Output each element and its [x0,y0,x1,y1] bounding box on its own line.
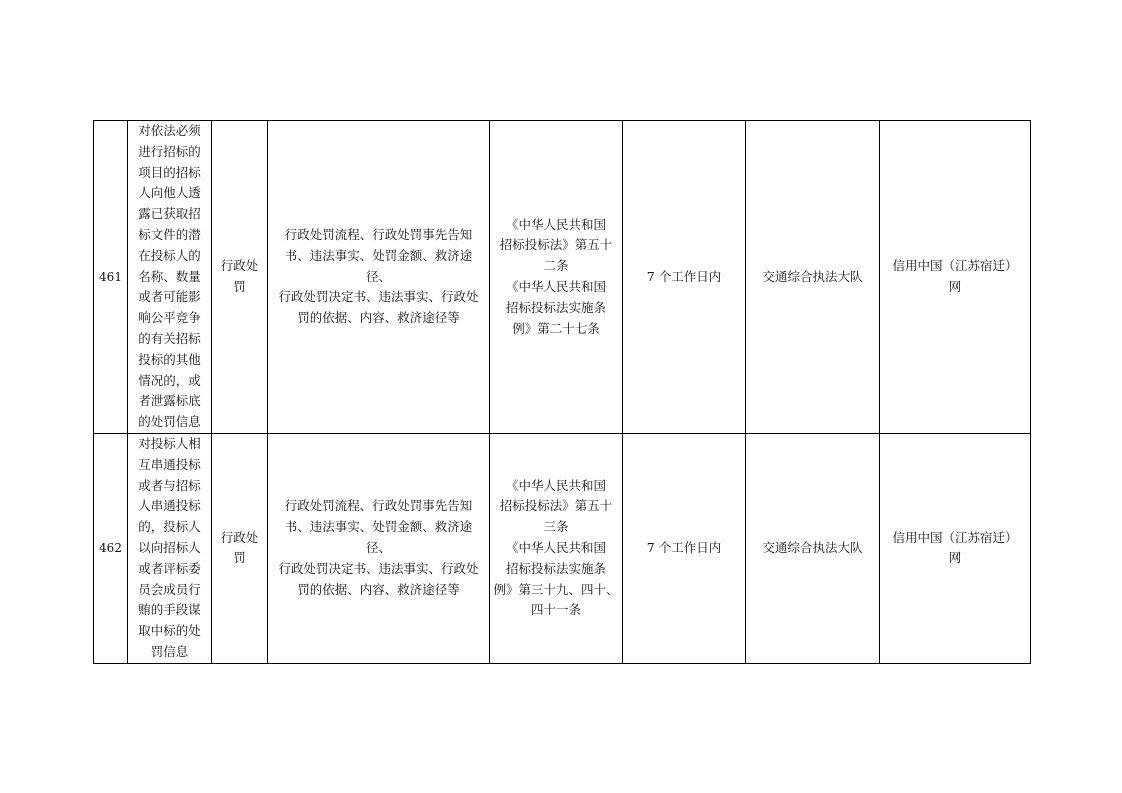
disclosure-info: 行政处罚流程、行政处罚事先告知 书、违法事实、处罚金额、救济途径、 行政处罚决定书、违法事实、行政处 罚的依据、内容、救济途径等 [278,227,479,326]
department: 交通综合执法大队 [762,268,863,284]
legal-basis: 《中华人民共和国 招标投标法》第五十 三条 《中华人民共和国 招标投标法实施条 例》第三十九、四十、 四十一条 [493,477,619,618]
item-category-cell [212,121,268,434]
channel-cell [880,121,1031,434]
item-content-cell [128,121,212,434]
item-category: 行政处 罚 [220,258,259,294]
table-row [94,434,1031,664]
disclosure-info-cell [268,434,490,664]
table-row [94,121,1031,434]
row-index-cell [94,121,128,434]
channel-cell [880,434,1031,664]
department-cell [746,434,880,664]
department: 交通综合执法大队 [762,539,863,555]
row-index: 461 [99,269,122,284]
item-category: 行政处 罚 [220,529,259,566]
time-limit-cell [623,434,746,664]
row-index-cell [94,434,128,664]
department-cell [746,121,880,434]
legal-basis-cell [490,434,623,664]
row-index: 462 [99,540,122,555]
channel: 信用中国（江苏宿迁） 网 [892,529,1018,566]
legal-basis: 《中华人民共和国 招标投标法》第五十 二条 《中华人民共和国 招标投标法实施条 例》第二十七条 [499,216,613,336]
time-limit: 7 个工作日内 [646,268,722,284]
time-limit-cell [623,121,746,434]
item-category-cell [212,434,268,664]
item-content-cell [128,434,212,664]
item-content: 对依法必须 进行招标的 项目的招标 人向他人透 露已获取招 标文件的潜 在投标人的 名称、数量 或者可能影 响公平竞争 的有关招标 投标的其他 情况的，或 者泄露标底 的处罚信息 [138,123,201,430]
disclosure-info: 行政处罚流程、行政处罚事先告知 书、违法事实、处罚金额、救济途径、 行政处罚决定书、违法事实、行政处 罚的依据、内容、救济途径等 [278,498,479,597]
disclosure-info-cell [268,121,490,434]
disclosure-table [93,120,1031,664]
channel: 信用中国（江苏宿迁） 网 [892,258,1018,294]
legal-basis-cell [490,121,623,434]
item-content: 对投标人相 互串通投标 或者与招标 人串通投标 的，投标人 以向招标人 或者评标委 员会成员行 贿的手段谋 取中标的处 罚信息 [138,436,201,659]
time-limit: 7 个工作日内 [646,539,722,555]
